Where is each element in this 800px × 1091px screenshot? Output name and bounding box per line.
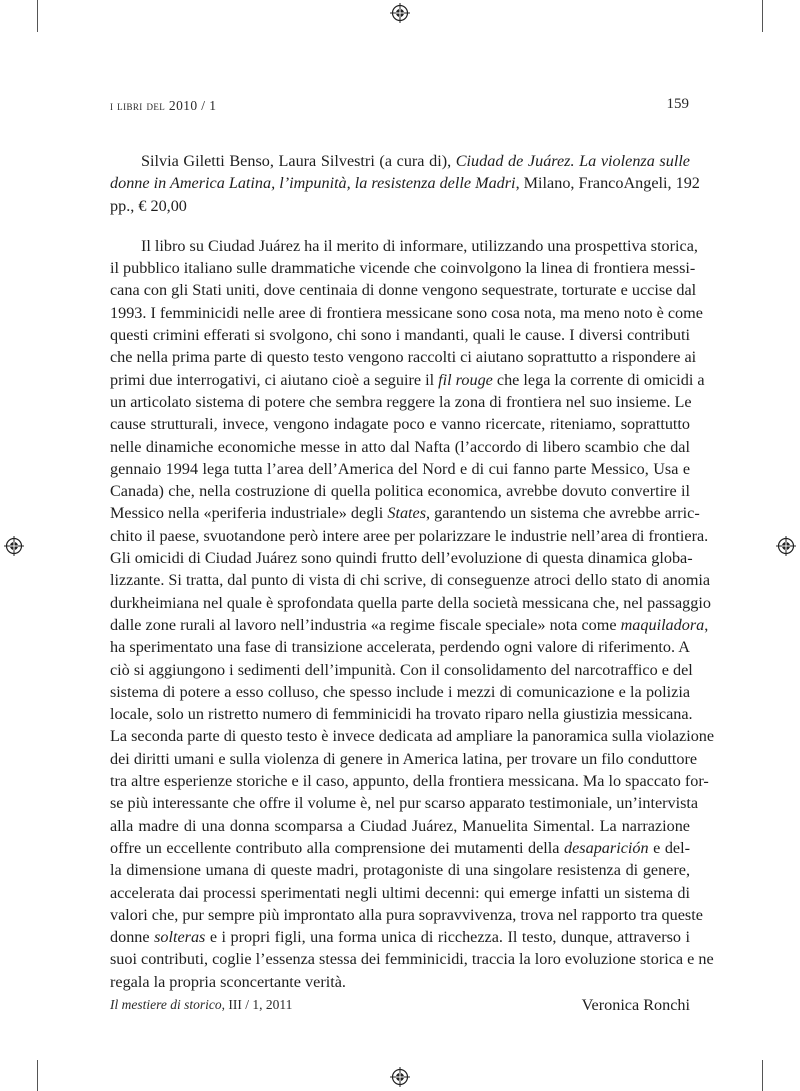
text-run: Gli omicidi di Ciudad Juárez sono quindi frutto dell’evoluzione di questa dinamica globa- xyxy=(110,549,693,568)
text-run: se più interessante che offre il volume è, nel pur scarso apparato testimoniale, un’intervista xyxy=(110,794,699,813)
crop-mark-top-right xyxy=(762,0,763,32)
review-line xyxy=(110,502,700,524)
registration-mark-right-icon xyxy=(776,536,796,556)
review-line xyxy=(110,458,690,480)
review-line xyxy=(110,369,705,391)
text-run: chito il paese, svuotandone però intere aree per polarizzare le industrie nell’area di frontiera. xyxy=(110,526,709,545)
review-line xyxy=(110,525,709,547)
crop-mark-top-left xyxy=(37,0,38,32)
text-run: pp., € 20,00 xyxy=(110,196,187,215)
text-run: questi crimini efferati si svolgono, chi sono i mandanti, quali le cause. I diversi contributi xyxy=(110,326,690,345)
review-line xyxy=(110,346,697,368)
text-run: nelle dinamiche economiche messe in atto dal Nafta (l’accordo di libero scambio che dal xyxy=(110,437,690,456)
journal-title: Il mestiere di storico xyxy=(110,997,222,1012)
review-line xyxy=(110,971,690,993)
text-run: Silvia Giletti Benso, Laura Silvestri (a cura di), xyxy=(141,152,456,170)
review-line xyxy=(110,770,709,792)
review-line xyxy=(110,257,696,279)
review-line xyxy=(110,547,693,569)
review-line xyxy=(110,926,690,948)
review-line xyxy=(110,792,699,814)
text-run: cause strutturali, invece, vengono indagate poco e vanno ricercate, riteniamo, soprattutto xyxy=(110,415,690,434)
review-line xyxy=(110,279,697,301)
review-line xyxy=(110,614,709,636)
text-run: dalle zone rurali al lavoro nell’industria «a regime fiscale speciale» nota come xyxy=(110,615,621,634)
registration-mark-left-icon xyxy=(4,536,24,556)
italic-text: solteras xyxy=(154,928,206,947)
text-run: La seconda parte di questo testo è invece dedicata ad ampliare la panoramica sulla violazione xyxy=(110,727,715,746)
review-line xyxy=(110,592,711,614)
text-run: Messico nella «periferia industriale» degli xyxy=(110,504,388,523)
running-header: i libri del 2010 / 1 xyxy=(110,98,217,113)
review-line xyxy=(110,302,703,324)
text-run: donne xyxy=(110,928,155,947)
text-run: , xyxy=(704,615,709,634)
text-run: 1993. I femminicidi nelle aree di frontiera messicane sono cosa nota, ma meno noto è come xyxy=(110,303,703,322)
review-line xyxy=(110,391,690,413)
review-line xyxy=(110,681,690,703)
citation-line xyxy=(110,150,690,172)
text-run: suoi contributi, coglie l’essenza stessa dei femminicidi, traccia la loro evoluzione storica e ne xyxy=(110,950,714,969)
text-run: Canada) che, nella costruzione di quella politica economica, avrebbe dovuto convertire il xyxy=(110,482,690,501)
text-run: alla madre di una donna scomparsa a Ciudad Juárez, Manuelita Simental. La narrazione xyxy=(110,816,690,835)
review-line xyxy=(110,815,690,837)
crop-mark-bottom-left xyxy=(37,1060,38,1091)
text-run: ha sperimentato una fase di transizione accelerata, perdendo ogni valore di riferimento. A xyxy=(110,638,690,657)
review-line xyxy=(110,480,690,502)
book-citation xyxy=(110,150,700,217)
review-line xyxy=(110,859,690,881)
review-line xyxy=(110,748,698,770)
review-author: Veronica Ronchi xyxy=(581,995,690,1014)
journal-footer xyxy=(110,997,292,1013)
text-run: , Milano, FrancoAngeli, 192 xyxy=(515,174,700,193)
text-run: che nella prima parte di questo testo vengono raccolti ci aiutano soprattutto a rispondere ai xyxy=(110,348,697,367)
text-run: dei diritti umani e sulla violenza di genere in America latina, per trovare un filo conduttore xyxy=(110,749,698,768)
text-run: primi due interrogativi, ci aiutano cioè a seguire il xyxy=(110,370,439,389)
review-line xyxy=(110,636,690,658)
citation-line xyxy=(110,195,690,217)
text-run: , garantendo un sistema che avrebbe arric- xyxy=(426,504,700,523)
review-line xyxy=(110,324,690,346)
text-run: che lega la corrente di omicidi a xyxy=(492,370,705,389)
text-run: Il libro su Ciudad Juárez ha il merito di informare, utilizzando una prospettiva storica, xyxy=(141,236,698,255)
text-run: valori che, pur sempre più improntato alla pura sopravvivenza, trova nel rapporto tra queste xyxy=(110,905,703,924)
page-body xyxy=(110,150,715,1016)
review-line xyxy=(110,659,693,681)
review-line xyxy=(110,882,690,904)
journal-issue: , III / 1, 2011 xyxy=(221,997,293,1012)
review-line xyxy=(110,837,690,859)
text-run: lizzante. Si tratta, dal punto di vista di chi scrive, di conseguenze atroci dello stato di anomia xyxy=(110,571,711,590)
text-run: ciò si aggiungono i sedimenti dell’impunità. Con il consolidamento del narcotraffico e del xyxy=(110,660,693,679)
italic-text: desaparición xyxy=(564,838,649,857)
review-line xyxy=(110,725,715,747)
italic-text: maquiladora xyxy=(620,615,705,634)
text-run: e del- xyxy=(648,838,690,857)
text-run: offre un eccellente contributo alla comprensione dei mutamenti della xyxy=(110,838,565,857)
text-run: un articolato sistema di potere che sembra reggere la zona di frontiera nel suo insieme. Le xyxy=(110,392,692,411)
review-text xyxy=(110,235,715,993)
text-run: sistema di potere a esso colluso, che spesso include i mezzi di comunicazione e la polizia xyxy=(110,682,690,701)
review-line xyxy=(110,413,690,435)
text-run: durkheimiana nel quale è sprofondata quella parte della società messicana che, nel passaggio xyxy=(110,593,711,612)
citation-line xyxy=(110,172,700,194)
italic-text: States xyxy=(387,504,427,523)
registration-mark-top-icon xyxy=(390,3,410,23)
crop-mark-bottom-right xyxy=(762,1060,763,1091)
text-run: cana con gli Stati uniti, dove centinaia di donne vengono sequestrate, torturate e uccise dal xyxy=(110,281,697,300)
paragraph-gap xyxy=(110,217,690,235)
italic-text: donne in America Latina, l’impunità, la resistenza delle Madri xyxy=(110,174,516,193)
text-run: regala la propria sconcertante verità. xyxy=(110,972,346,991)
review-line xyxy=(110,235,698,257)
review-line xyxy=(110,904,703,926)
text-run: gennaio 1994 lega tutta l’area dell’America del Nord e di cui fanno parte Messico, Usa e xyxy=(110,459,690,478)
review-line xyxy=(110,703,693,725)
text-run: e i propri figli, una forma unica di ricchezza. Il testo, dunque, attraverso i xyxy=(205,928,690,947)
review-line xyxy=(110,948,714,970)
text-run: tra altre esperienze storiche e il caso, appunto, della frontiera messicana. Ma lo spaccato for- xyxy=(110,772,709,791)
page-number: 159 xyxy=(666,96,689,112)
registration-mark-bottom-icon xyxy=(390,1067,410,1087)
italic-text: Ciudad de Juárez. La violenza sulle xyxy=(455,152,690,170)
review-line xyxy=(110,436,690,458)
italic-text: fil rouge xyxy=(438,370,493,389)
text-run: il pubblico italiano sulle drammatiche vicende che coinvolgono la linea di frontiera messi- xyxy=(110,259,696,278)
review-line xyxy=(110,569,711,591)
text-run: locale, solo un ristretto numero di femminicidi ha trovato riparo nella giustizia messicana. xyxy=(110,705,693,724)
text-run: la dimensione umana di queste madri, protagoniste di una singolare resistenza di genere, xyxy=(110,861,690,880)
text-run: accelerata dai processi sperimentati negli ultimi decenni: qui emerge infatti un sistema di xyxy=(110,883,690,902)
